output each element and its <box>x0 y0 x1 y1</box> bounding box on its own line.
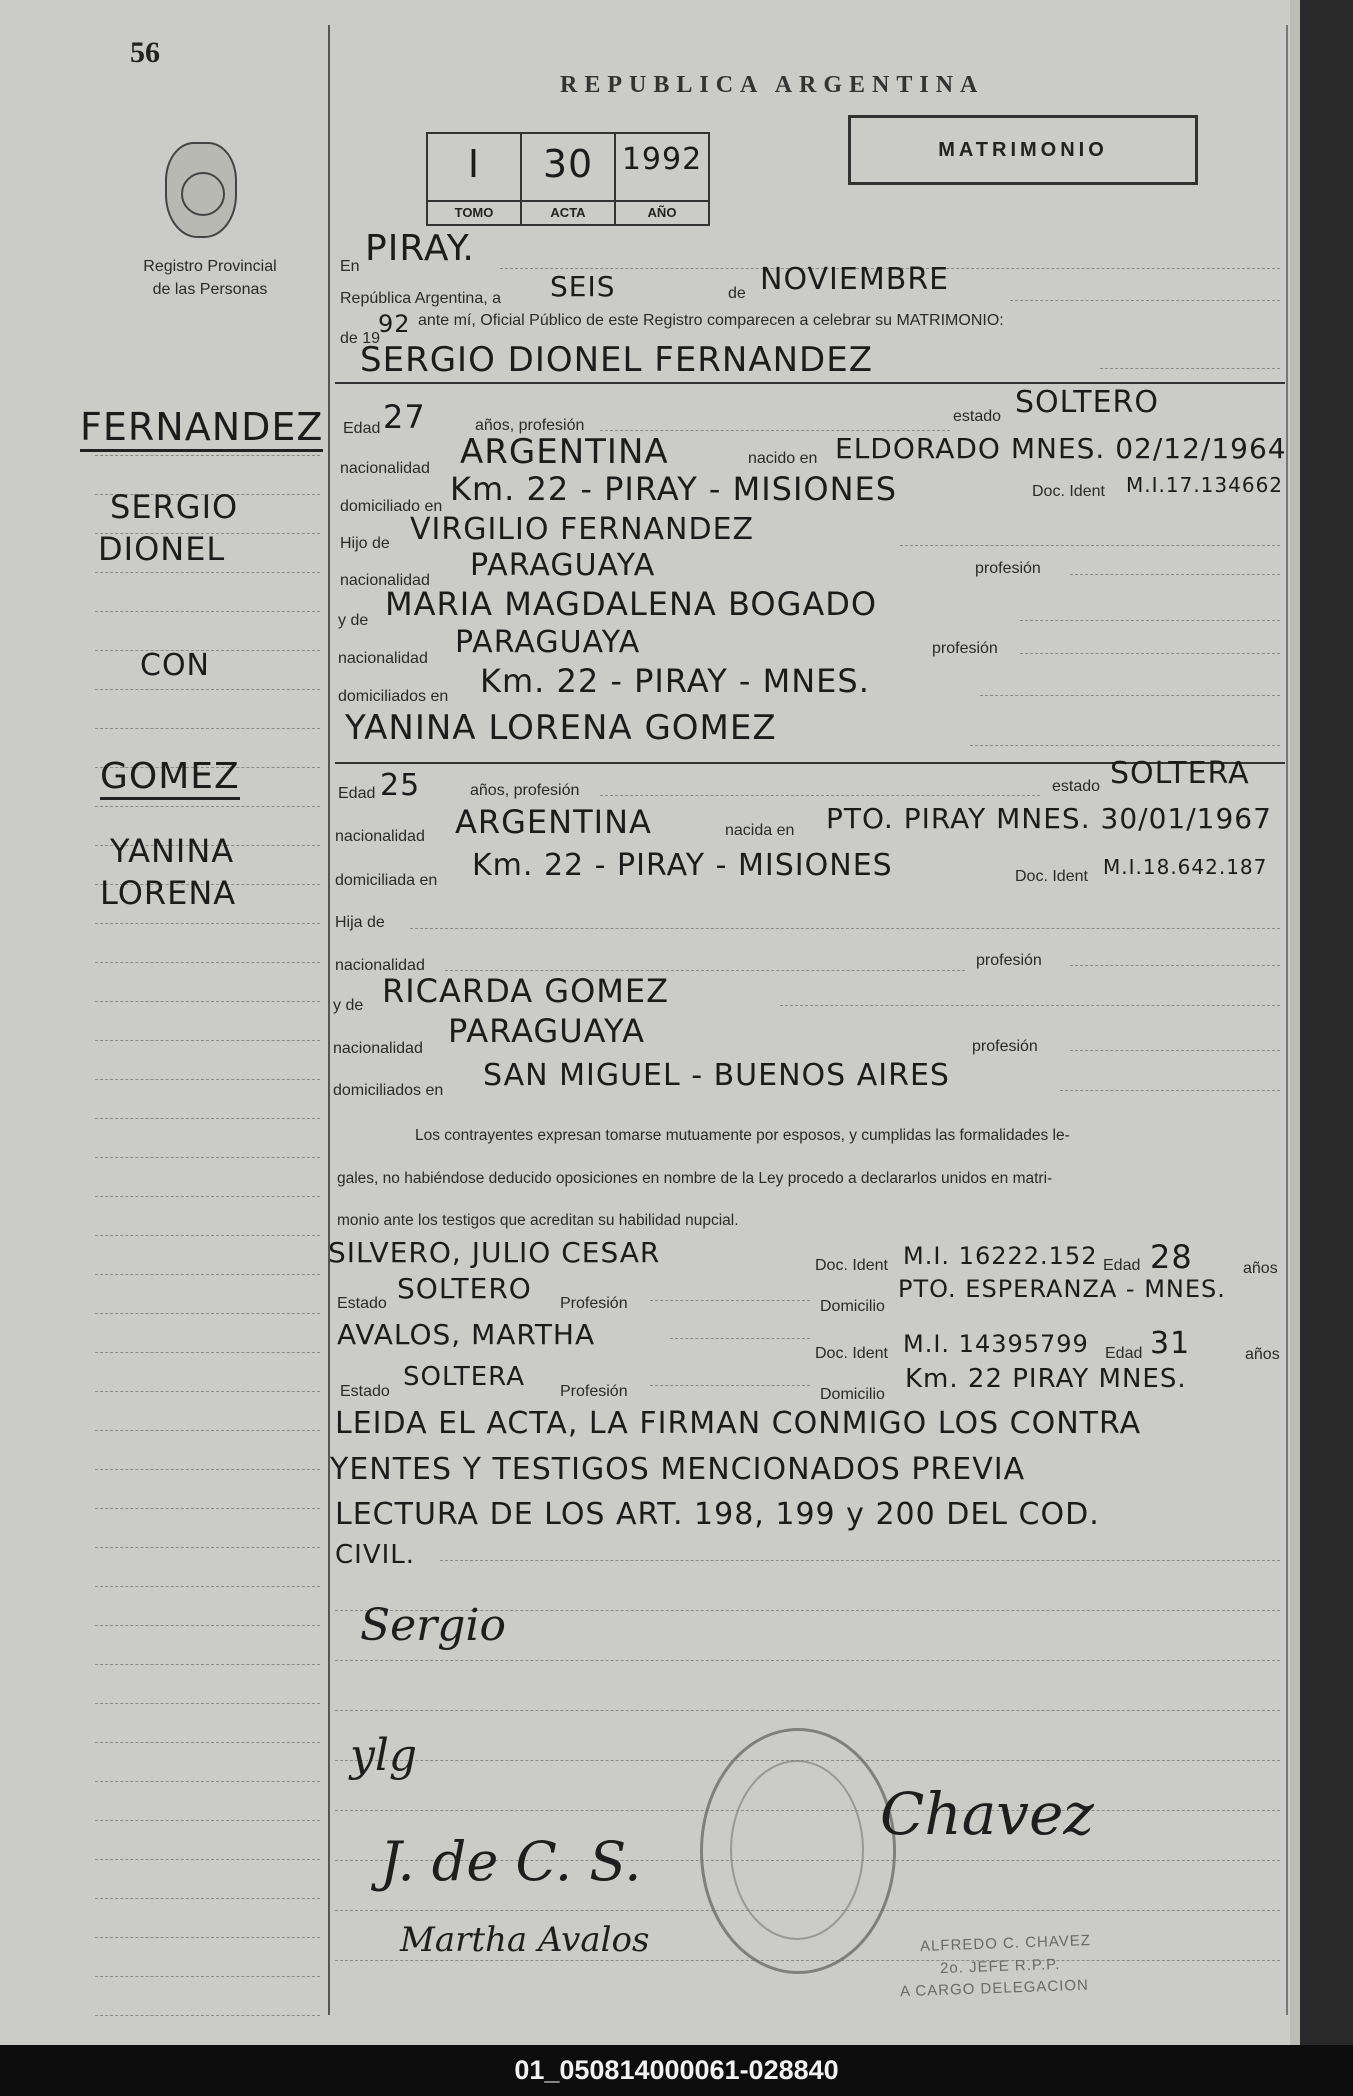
witness2-domicilio-label: Domicilio <box>820 1386 885 1403</box>
bride-age: 25 <box>380 768 421 803</box>
bride-full-name: YANINA LORENA GOMEZ <box>345 708 777 748</box>
groom-nacido-label: nacido en <box>748 450 818 467</box>
republica-label: República Argentina, a <box>340 290 501 307</box>
witness1-estado: SOLTERO <box>397 1272 532 1305</box>
right-border <box>1286 25 1288 2015</box>
closing-line3: LECTURA DE LOS ART. 198, 199 y 200 DEL COD. <box>335 1497 1100 1532</box>
bride-domicilio: Km. 22 - PIRAY - MISIONES <box>472 848 893 883</box>
anio-cell <box>616 134 708 224</box>
bride-mother-nac: PARAGUAYA <box>448 1012 645 1050</box>
anio-label: AÑO <box>616 200 708 224</box>
signature-bride: ylg <box>350 1730 418 1781</box>
registry-caption <box>125 255 295 301</box>
margin-bride-given-2: LORENA <box>100 874 237 912</box>
official-stamp-line2: 2o. JEFE R.P.P. <box>939 1955 1061 1978</box>
margin-groom-given-2: DIONEL <box>98 530 226 568</box>
acta-label: ACTA <box>522 200 614 224</box>
tomo-value: I <box>467 142 481 186</box>
year-suffix: 92 <box>378 310 411 338</box>
official-stamp-line3: A CARGO DELEGACION <box>899 1976 1090 2001</box>
closing-line2: YENTES Y TESTIGOS MENCIONADOS PREVIA <box>330 1452 1026 1487</box>
declaration-line1: Los contrayentes expresan tomarse mutuamente por esposos, y cumplidas las formalidades le- <box>415 1127 1070 1144</box>
margin-groom-given-1: SERGIO <box>110 488 239 526</box>
witness2-age: 31 <box>1150 1326 1191 1361</box>
groom-domicilio: Km. 22 - PIRAY - MISIONES <box>450 470 898 508</box>
groom-mother-nac-label: nacionalidad <box>338 650 428 667</box>
groom-domicilio-label: domiciliado en <box>340 498 443 515</box>
de-label: de <box>728 285 746 302</box>
margin-bride-given-1: YANINA <box>110 832 235 870</box>
ante-text: ante mí, Oficial Público de este Registro comparecen a celebrar su MATRIMONIO: <box>418 312 1004 329</box>
signature-witness1: J. de C. S. <box>380 1830 642 1893</box>
witness2-domicilio: Km. 22 PIRAY MNES. <box>905 1364 1187 1394</box>
registry-caption-line1: Registro Provincial <box>143 258 277 275</box>
tomo-cell <box>428 134 522 224</box>
bride-estado-label: estado <box>1052 778 1101 795</box>
groom-nacionalidad-label: nacionalidad <box>340 460 430 477</box>
official-stamp-line1: ALFREDO C. CHAVEZ <box>919 1932 1092 1955</box>
bride-doc-label: Doc. Ident <box>1015 868 1088 885</box>
day: SEIS <box>550 270 616 303</box>
groom-mother: MARIA MAGDALENA BOGADO <box>385 585 878 623</box>
de19-label: de 19 <box>340 330 381 347</box>
bride-parents-dom: SAN MIGUEL - BUENOS AIRES <box>483 1058 950 1093</box>
bride-anos-profesion-label: años, profesión <box>470 782 580 799</box>
bride-edad-label: Edad <box>338 785 376 802</box>
groom-father: VIRGILIO FERNANDEZ <box>410 512 755 547</box>
acta-value: 30 <box>542 142 594 186</box>
margin-divider <box>328 25 330 2015</box>
anio-value: 1992 <box>621 142 703 177</box>
bride-mother: RICARDA GOMEZ <box>382 972 670 1010</box>
bride-nacionalidad-label: nacionalidad <box>335 828 425 845</box>
bride-estado: SOLTERA <box>1110 756 1250 791</box>
groom-estado-label: estado <box>953 408 1002 425</box>
acta-cell <box>522 134 616 224</box>
margin-bride-surname: GOMEZ <box>100 756 240 800</box>
country-title: REPUBLICA ARGENTINA <box>560 72 985 98</box>
witness2-estado-label: Estado <box>340 1383 390 1400</box>
groom-parents-dom-label: domiciliados en <box>338 688 449 705</box>
groom-yde-label: y de <box>338 612 369 629</box>
bride-profesion-label: profesión <box>976 952 1042 969</box>
scan-background <box>1300 0 1353 2045</box>
witness2-doc: M.I. 14395799 <box>903 1330 1089 1358</box>
groom-parents-dom: Km. 22 - PIRAY - MNES. <box>480 662 870 700</box>
witness2-doc-label: Doc. Ident <box>815 1345 888 1362</box>
bride-nacida-label: nacida en <box>725 822 795 839</box>
groom-profesion2-label: profesión <box>932 640 998 657</box>
groom-nacionalidad: ARGENTINA <box>460 432 669 472</box>
witness2-profesion-label: Profesión <box>560 1383 628 1400</box>
bride-profesion2-label: profesión <box>972 1038 1038 1055</box>
closing-line1: LEIDA EL ACTA, LA FIRMAN CONMIGO LOS CONTRA <box>335 1406 1142 1441</box>
groom-doc: M.I.17.134662 <box>1126 473 1284 497</box>
witness1-domicilio-label: Domicilio <box>820 1298 885 1315</box>
groom-estado: SOLTERO <box>1015 385 1159 420</box>
signature-official: Chavez <box>880 1780 1094 1848</box>
margin-connector: CON <box>140 648 211 683</box>
groom-doc-label: Doc. Ident <box>1032 483 1105 500</box>
groom-anos-profesion-label: años, profesión <box>475 417 585 434</box>
en-label: En <box>340 258 360 275</box>
bride-parents-dom-label: domiciliados en <box>333 1082 444 1099</box>
page-number: 56 <box>130 36 160 69</box>
groom-age: 27 <box>383 398 426 436</box>
bride-hija-label: Hija de <box>335 914 385 931</box>
record-index-box <box>426 132 710 226</box>
tomo-label: TOMO <box>428 200 520 224</box>
page-rim <box>1290 0 1300 2045</box>
place: PIRAY. <box>365 228 475 269</box>
scan-id-label: 01_050814000061-028840 <box>0 2045 1353 2096</box>
official-stamp-inner <box>730 1760 864 1940</box>
bride-nacionalidad: ARGENTINA <box>455 803 652 841</box>
provincial-seal-icon <box>165 142 237 238</box>
witness1-domicilio: PTO. ESPERANZA - MNES. <box>898 1275 1226 1303</box>
registry-caption-line2: de las Personas <box>152 281 268 298</box>
witness1-estado-label: Estado <box>337 1295 387 1312</box>
witness2-anos-label: años <box>1245 1346 1280 1363</box>
declaration-line3: monio ante los testigos que acreditan su habilidad nupcial. <box>337 1212 739 1229</box>
groom-profesion-label: profesión <box>975 560 1041 577</box>
bride-domicilio-label: domiciliada en <box>335 872 438 889</box>
signature-witness2: Martha Avalos <box>400 1920 650 1960</box>
groom-full-name: SERGIO DIONEL FERNANDEZ <box>360 340 874 380</box>
groom-mother-nac: PARAGUAYA <box>455 625 641 660</box>
witness1-age: 28 <box>1150 1238 1193 1276</box>
margin-groom-surname: FERNANDEZ <box>80 405 323 452</box>
closing-line4: CIVIL. <box>335 1540 416 1570</box>
witness2-name: AVALOS, MARTHA <box>337 1318 596 1351</box>
signature-groom: Sergio <box>360 1600 506 1651</box>
witness2-estado: SOLTERA <box>403 1362 525 1392</box>
witness1-doc: M.I. 16222.152 <box>903 1242 1098 1270</box>
witness1-profesion-label: Profesión <box>560 1295 628 1312</box>
groom-edad-label: Edad <box>343 420 381 437</box>
groom-hijo-label: Hijo de <box>340 535 390 552</box>
groom-father-nac-label: nacionalidad <box>340 572 430 589</box>
witness1-doc-label: Doc. Ident <box>815 1257 888 1274</box>
witness2-edad-label: Edad <box>1105 1345 1143 1362</box>
groom-father-nac: PARAGUAYA <box>470 548 656 583</box>
declaration-line2: gales, no habiéndose deducido oposiciones en nombre de la Ley procedo a declararlos unidos en matri- <box>337 1170 1053 1187</box>
bride-doc: M.I.18.642.187 <box>1103 855 1268 879</box>
witness1-anos-label: años <box>1243 1260 1278 1277</box>
witness1-edad-label: Edad <box>1103 1257 1141 1274</box>
month: NOVIEMBRE <box>760 262 950 297</box>
act-type-box: MATRIMONIO <box>848 115 1198 185</box>
bride-yde-label: y de <box>333 997 364 1014</box>
groom-birth: ELDORADO MNES. 02/12/1964 <box>835 432 1287 465</box>
bride-birth: PTO. PIRAY MNES. 30/01/1967 <box>826 802 1272 835</box>
bride-mother-nac-label: nacionalidad <box>333 1040 423 1057</box>
bride-father-nac-label: nacionalidad <box>335 957 425 974</box>
witness1-name: SILVERO, JULIO CESAR <box>328 1236 661 1269</box>
